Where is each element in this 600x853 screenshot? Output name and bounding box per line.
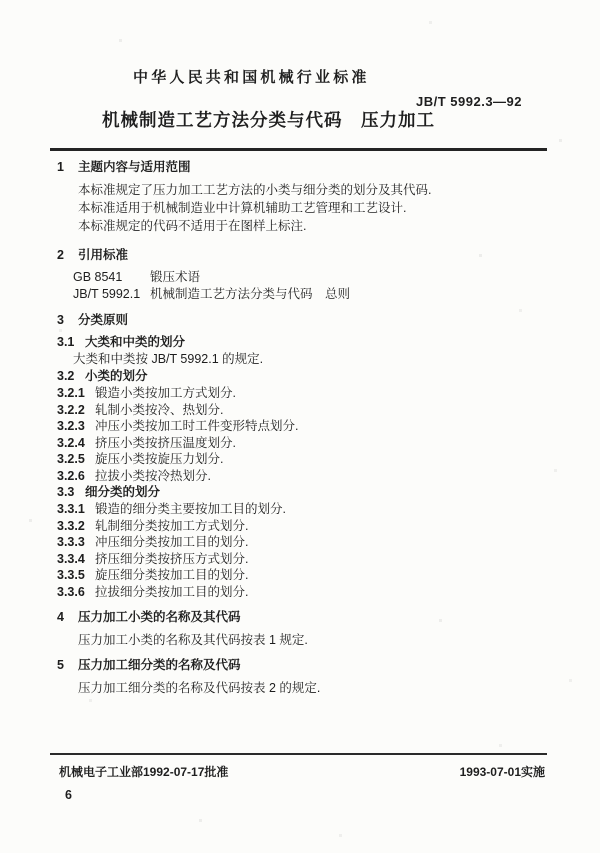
reference-row: [73, 286, 562, 303]
clause-row: [57, 435, 562, 452]
clause-number: 3.2: [57, 369, 75, 383]
clause-row: [57, 402, 562, 419]
clause-text: 拉拔细分类按加工目的划分.: [95, 584, 249, 599]
clause-row: [57, 468, 562, 485]
clause-number: 3.2.5: [57, 452, 85, 466]
implementation-note: 1993-07-01实施: [459, 765, 545, 779]
clause-text: 轧制小类按冷、热划分.: [95, 402, 224, 417]
section-2-number: 2: [57, 248, 64, 262]
clause-3-1-body: 大类和中类按 JB/T 5992.1 的规定.: [73, 352, 264, 366]
clause-text: 挤压细分类按挤压方式划分.: [95, 551, 249, 566]
clause-text: 锻造的细分类主要按加工目的划分.: [95, 502, 286, 516]
clause-number: 3.2.3: [57, 419, 85, 433]
clause-text: 轧制细分类按加工方式划分.: [95, 518, 249, 533]
section-5-title: 压力加工细分类的名称及代码: [78, 658, 241, 672]
clause-text: 拉拔小类按冷热划分.: [95, 468, 211, 483]
paragraph: 本标准规定了压力加工工艺方法的小类与细分类的划分及其代码.: [78, 183, 432, 197]
clause-number: 3.2.2: [57, 402, 85, 417]
section-3-title: 分类原则: [78, 313, 129, 327]
clause-row: [57, 567, 562, 584]
section-4-number: 4: [57, 610, 64, 624]
clause-number: 3.3.6: [57, 584, 85, 599]
reference-row: [73, 269, 562, 286]
paragraph: 本标准适用于机械制造业中计算机辅助工艺管理和工艺设计.: [78, 201, 407, 215]
section-1-number: 1: [57, 160, 64, 174]
paragraph: 压力加工细分类的名称及代码按表 2 的规定.: [78, 681, 321, 695]
section-2-title: 引用标准: [78, 248, 129, 262]
section-4-heading: [57, 609, 562, 626]
clause-row: [57, 501, 562, 518]
section-1-title: 主题内容与适用范围: [78, 160, 191, 174]
clause-number: 3.2.6: [57, 468, 85, 483]
clause-number: 3.2.1: [57, 386, 85, 400]
standard-number: JB/T 5992.3—92: [416, 94, 523, 109]
section-5-number: 5: [57, 658, 64, 672]
section-4-title: 压力加工小类的名称及其代码: [78, 610, 241, 624]
paragraph: 本标准规定的代码不适用于在图样上标注.: [78, 219, 307, 233]
clause-number: 3.3.1: [57, 502, 85, 516]
clause-number: 3.3.5: [57, 568, 85, 582]
reference-title: 机械制造工艺方法分类与代码 总则: [150, 287, 351, 301]
clause-3-2-heading: [57, 368, 562, 385]
paragraph: 压力加工小类的名称及其代码按表 1 规定.: [78, 633, 308, 647]
clause-3-3-heading: [57, 484, 562, 501]
scan-noise: [0, 0, 1, 1]
clause-title: 大类和中类的划分: [85, 335, 186, 349]
document-body: [57, 159, 562, 698]
clause-text: 旋压小类按旋压力划分.: [95, 452, 224, 466]
clause-row: [57, 518, 562, 535]
reference-title: 锻压术语: [150, 270, 201, 284]
clause-number: 3.2.4: [57, 435, 85, 450]
clause-number: 3.1: [57, 335, 75, 349]
section-1-heading: [57, 159, 562, 176]
clause-number: 3.3.2: [57, 518, 85, 533]
clause-row: [57, 418, 562, 435]
header-divider: [50, 148, 547, 151]
clause-row: [57, 451, 562, 468]
clause-3-1-heading: [57, 334, 562, 351]
document-title: 机械制造工艺方法分类与代码 压力加工: [102, 110, 435, 130]
clause-number: 3.3.4: [57, 551, 85, 566]
standard-authority-line: 中华人民共和国机械行业标准: [133, 69, 370, 86]
reference-code: JB/T 5992.1: [73, 287, 141, 301]
section-3-heading: [57, 312, 562, 329]
clause-text: 锻造小类按加工方式划分.: [95, 386, 236, 400]
clause-text: 冲压小类按加工时工件变形特点划分.: [95, 419, 299, 433]
clause-number: 3.3: [57, 485, 75, 499]
clause-row: [57, 385, 562, 402]
clause-row: [57, 551, 562, 568]
clause-text: 旋压细分类按加工目的划分.: [95, 568, 249, 582]
clause-row: [57, 584, 562, 601]
page-number: 6: [65, 788, 72, 802]
section-2-heading: [57, 247, 562, 264]
section-5-heading: [57, 657, 562, 674]
clause-text: 冲压细分类按加工目的划分.: [95, 535, 249, 549]
approval-note: 机械电子工业部1992-07-17批准: [59, 765, 229, 779]
clause-title: 小类的划分: [85, 369, 148, 383]
footer-divider: [50, 753, 547, 755]
section-3-number: 3: [57, 313, 64, 327]
clause-number: 3.3.3: [57, 535, 85, 549]
clause-text: 挤压小类按挤压温度划分.: [95, 435, 236, 450]
clause-row: [57, 534, 562, 551]
clause-title: 细分类的划分: [85, 485, 161, 499]
reference-code: GB 8541: [73, 270, 123, 284]
